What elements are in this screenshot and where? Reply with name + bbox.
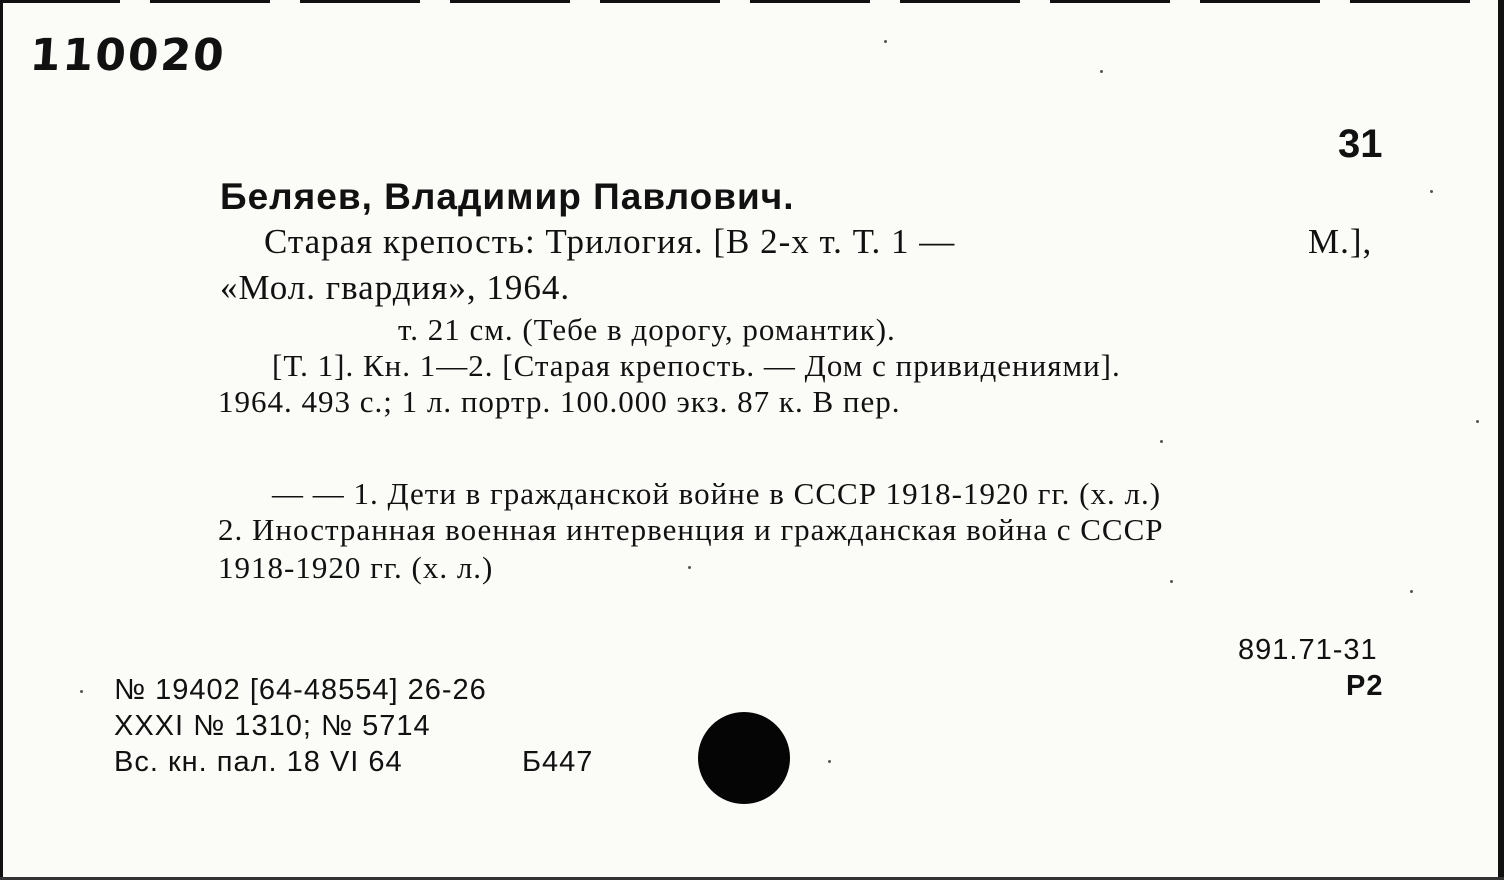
author-mark: Р2 bbox=[1346, 670, 1384, 702]
volume-line: [Т. 1]. Кн. 1—2. [Старая крепость. — Дом с привидениями]. bbox=[272, 348, 1121, 383]
card-right-edge bbox=[1498, 0, 1504, 880]
speck bbox=[828, 760, 831, 763]
speck bbox=[884, 40, 887, 43]
classification-code: 891.71-31 bbox=[1238, 634, 1378, 666]
record-number-line: № 19402 [64-48554] 26-26 bbox=[114, 674, 487, 706]
handwritten-number: 110020 bbox=[28, 30, 228, 81]
speck bbox=[1476, 420, 1479, 423]
publisher-line: «Мол. гвардия», 1964. bbox=[220, 268, 571, 307]
speck bbox=[688, 566, 691, 569]
punch-hole bbox=[698, 712, 790, 804]
speck bbox=[80, 690, 83, 693]
record-code: Б447 bbox=[522, 746, 594, 778]
author-heading: Беляев, Владимир Павлович. bbox=[220, 176, 795, 217]
card-number: 31 bbox=[1338, 122, 1383, 166]
series-line: т. 21 см. (Тебе в дорогу, романтик). bbox=[398, 312, 896, 347]
volume-details: 1964. 493 с.; 1 л. портр. 100.000 экз. 87 к. В пер. bbox=[218, 384, 901, 419]
card-top-edge bbox=[0, 0, 1504, 3]
subject-line-2: 2. Иностранная военная интервенция и гражданская война с СССР bbox=[218, 512, 1164, 547]
card-left-edge bbox=[0, 0, 3, 880]
subject-line-1: — — 1. Дети в гражданской войне в СССР 1918-1920 гг. (х. л.) bbox=[272, 476, 1162, 511]
speck bbox=[1170, 580, 1173, 583]
speck bbox=[1100, 70, 1103, 73]
title-line: Старая крепость: Трилогия. [В 2-х т. Т. 1 — bbox=[264, 222, 956, 261]
subject-line-3: 1918-1920 гг. (х. л.) bbox=[218, 550, 494, 585]
record-reference-line: XXXI № 1310; № 5714 bbox=[114, 710, 431, 742]
speck bbox=[1410, 590, 1413, 593]
speck bbox=[1430, 190, 1433, 193]
speck bbox=[1160, 440, 1163, 443]
registry-line: Вс. кн. пал. 18 VI 64 bbox=[114, 746, 403, 778]
publication-place: М.], bbox=[1308, 222, 1373, 261]
